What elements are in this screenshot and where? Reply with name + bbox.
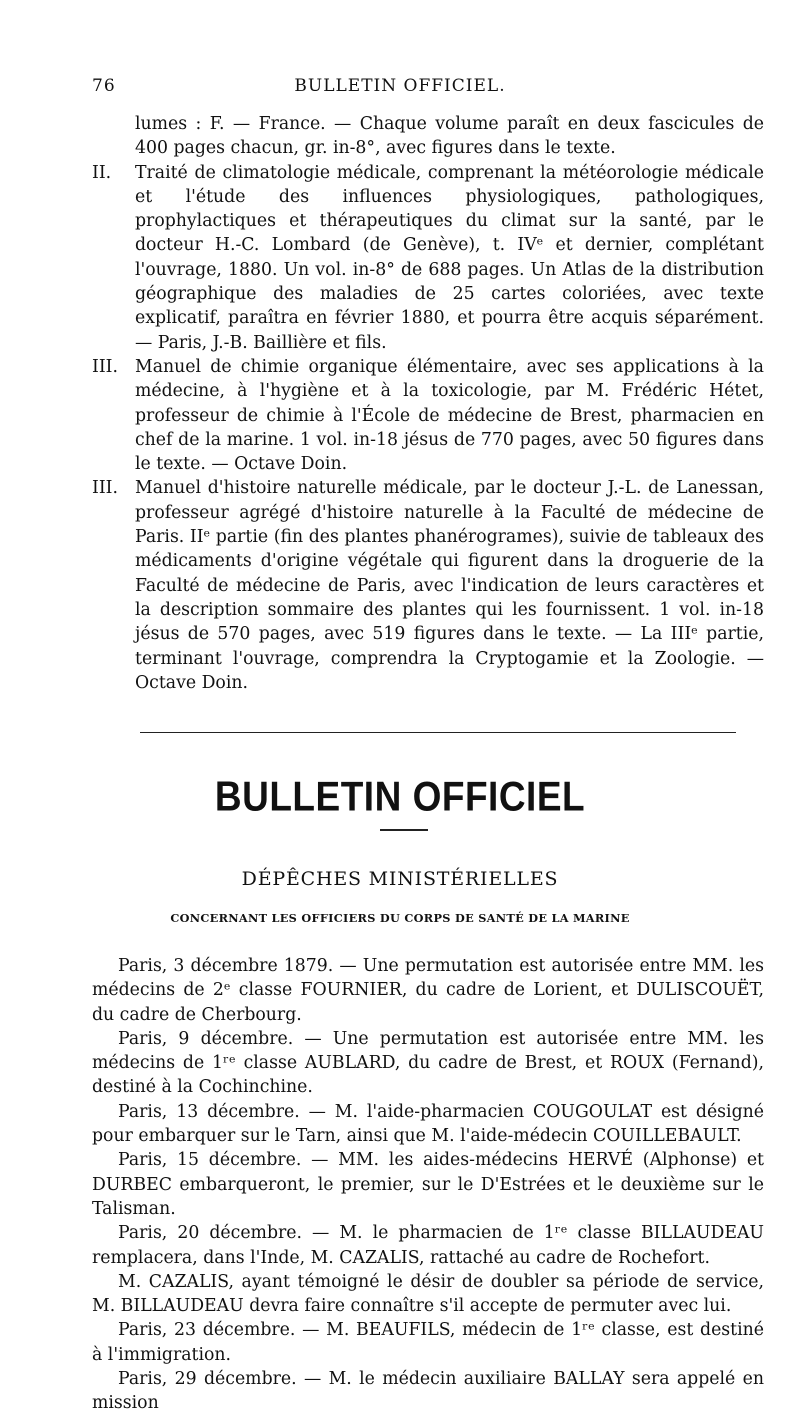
list-item [92, 476, 764, 695]
dispatch-entry: Paris, 20 décembre. — M. le pharmacien de 1ʳᵉ classe BILLAUDEAU remplacera, dans l'Inde, M. CAZALIS, rattaché au cadre de Rochefort. [92, 1223, 764, 1268]
dispatch-entry: Paris, 13 décembre. — M. l'aide-pharmacien COUGOULAT est désigné pour embarquer sur le Tarn, ainsi que M. l'aide-médecin COUILLEBAULT. [92, 1101, 764, 1147]
dispatch-entry: Paris, 29 décembre. — M. le médecin auxiliaire BALLAY sera appelé en mission [92, 1369, 764, 1414]
section-title: BULLETIN OFFICIEL [214, 773, 586, 820]
dispatch-entry: M. CAZALIS, ayant témoigné le désir de doubler sa période de service, M. BILLAUDEAU devra faire connaître s'il accepte de permuter avec lui. [92, 1271, 764, 1317]
item-text: Manuel d'histoire naturelle médicale, par le docteur J.-L. de Lanessan, professeur agrégé d'histoire naturelle à la Faculté de médecine de Paris. IIᵉ partie (fin des plantes phanérogrames), suivie de tableaux des médicaments d'origine végétale qui figurent dans la droguerie de la Faculté de médecine de Paris, avec l'indication de leurs caractères et la description sommaire des plantes qui les fournissent. 1 vol. in-18 jésus de 570 pages, avec 519 figures dans le texte. — La IIIᵉ partie, terminant l'ouvrage, comprendra la Cryptogamie et la Zoologie. — Octave Doin. [135, 478, 764, 693]
running-title: BULLETIN OFFICIEL. [294, 76, 506, 96]
dispatch-entry: Paris, 23 décembre. — M. BEAUFILS, médecin de 1ʳᵉ classe, est destiné à l'immigration. [92, 1320, 764, 1365]
title-underline [380, 829, 428, 831]
dispatch-entry: Paris, 9 décembre. — Une permutation est autorisée entre MM. les médecins de 1ʳᵉ classe AUBLARD, du cadre de Brest, et ROUX (Fernand), destiné à la Cochinchine. [92, 1028, 764, 1098]
dispatch-entry: Paris, 3 décembre 1879. — Une permutation est autorisée entre MM. les médecins de 2ᵉ classe FOURNIER, du cadre de Lorient, et DULISCOUËT, du cadre de Cherbourg. [92, 956, 764, 1025]
bibliography-list [92, 112, 764, 695]
list-item [92, 161, 764, 355]
continuation-paragraph: lumes : F. — France. — Chaque volume paraît en deux fascicules de 400 pages chacun, gr. in-8°, avec figures dans le texte. [135, 114, 764, 159]
item-number: III. [92, 478, 118, 499]
item-text: Manuel de chimie organique élémentaire, avec ses applications à la médecine, à l'hygiène et à la toxicologie, par M. Frédéric Hétet, professeur de chimie à l'École de médecine de Brest, pharmacien en chef de la marine. 1 vol. in-18 jésus de 770 pages, avec 50 figures dans le texte. — Octave Doin. [135, 356, 764, 475]
item-number: III. [92, 356, 118, 377]
item-text: Traité de climatologie médicale, comprenant la météorologie médicale et l'étude des influences physiologiques, pathologiques, prophylactiques et thérapeutiques du climat sur la santé, par le docteur H.-C. Lombard (de Genève), t. IVᵉ et dernier, complétant l'ouvrage, 1880. Un vol. in-8° de 688 pages. Un Atlas de la distribution géographique des maladies de 25 cartes coloriées, avec texte explicatif, paraîtra en février 1880, et pourra être acquis séparément. — Paris, J.-B. Baillière et fils. [135, 162, 764, 353]
dispatch-list [92, 954, 764, 1416]
dispatch-entry: Paris, 15 décembre. — MM. les aides-médecins HERVÉ (Alphonse) et DURBEC embarqueront, le premier, sur le D'Estrées et le deuxième sur le Talisman. [92, 1150, 764, 1219]
section-divider [140, 732, 736, 733]
page-number: 76 [92, 76, 116, 96]
list-item [92, 355, 764, 476]
section-subtitle: DÉPÊCHES MINISTÉRIELLES [241, 868, 559, 890]
section-subsubtitle: CONCERNANT LES OFFICIERS DU CORPS DE SANTÉ DE LA MARINE [170, 911, 630, 925]
item-number: II. [92, 162, 112, 183]
